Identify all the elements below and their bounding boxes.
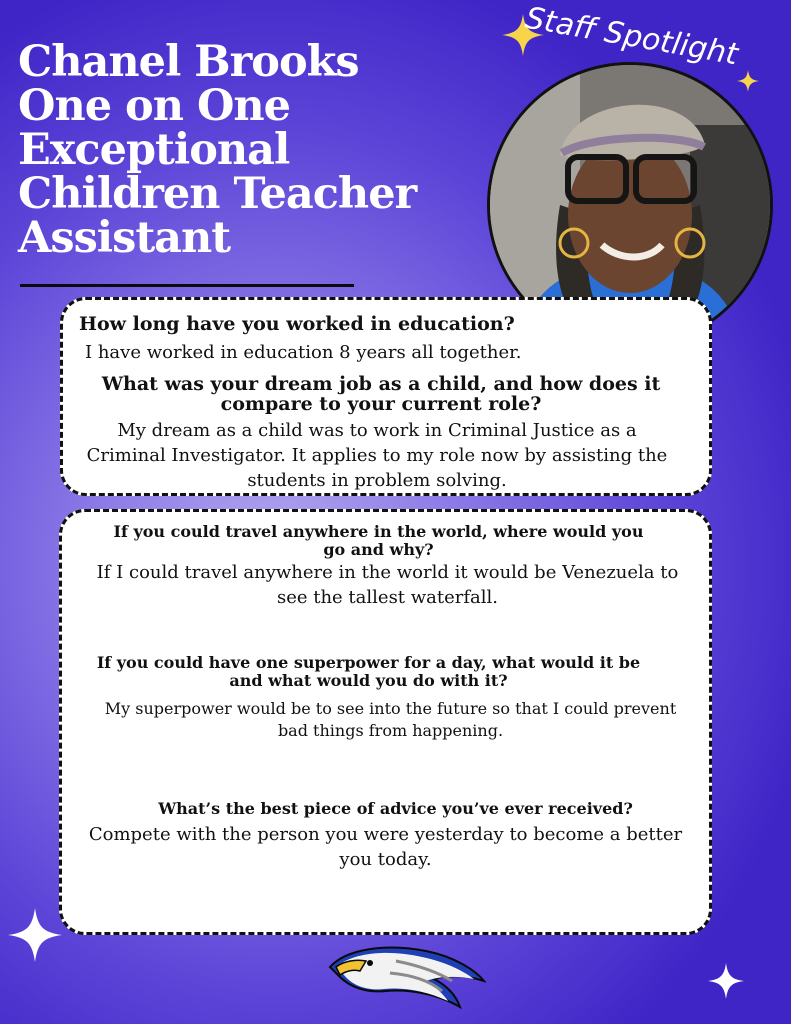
answer-travel: If I could travel anywhere in the world it would be Venezuela to see the tallest waterfall. xyxy=(96,562,679,608)
answer-work-history: I have worked in education 8 years all together. xyxy=(85,342,522,363)
qa-card-1 xyxy=(60,297,712,496)
qa-card-2 xyxy=(59,509,712,935)
badge-text: Staff Spotlight xyxy=(522,0,741,73)
title-line: Children Teacher xyxy=(18,169,417,219)
title-underline xyxy=(20,284,354,287)
answer-superpower: My superpower would be to see into the future so that I could prevent bad things from happening. xyxy=(104,699,677,740)
answer-advice: Compete with the person you were yesterday to become a better you today. xyxy=(88,824,683,870)
title-line: Chanel Brooks xyxy=(18,37,359,87)
question-work-history: How long have you worked in education? xyxy=(79,313,515,335)
eagle-logo-icon xyxy=(326,941,486,1011)
question-travel: If you could travel anywhere in the world, where would you go and why? xyxy=(113,522,644,559)
sparkle-icon xyxy=(8,908,62,962)
title-line: One on One xyxy=(18,81,291,131)
answer-dream-job: My dream as a child was to work in Criminal Justice as a Criminal Investigator. It applies to my role now by assisting the students in problem solving. xyxy=(86,420,668,491)
sparkle-icon xyxy=(708,963,744,999)
question-dream-job: What was your dream job as a child, and how does it compare to your current role? xyxy=(101,373,661,415)
question-advice: What’s the best piece of advice you’ve ever received? xyxy=(158,799,633,818)
page-title xyxy=(18,37,478,263)
title-line: Exceptional xyxy=(18,125,290,175)
title-line: Assistant xyxy=(18,213,231,263)
question-superpower: If you could have one superpower for a day, what would it be and what would you do with it? xyxy=(96,653,641,690)
